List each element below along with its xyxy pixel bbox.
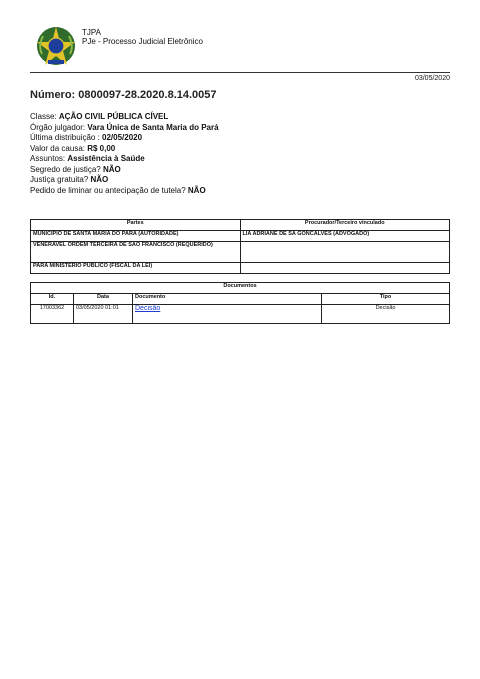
col-tipo: Tipo xyxy=(322,294,450,305)
documentos-table xyxy=(30,282,450,324)
procurador-header: Procurador/Terceiro vinculado xyxy=(240,220,450,231)
system-name: PJe - Processo Judicial Eletrônico xyxy=(82,37,203,46)
documentos-header-row xyxy=(31,294,450,305)
doc-link-cell xyxy=(133,305,322,324)
partes-header: Partes xyxy=(31,220,241,231)
info-assuntos: Assuntos: Assistência à Saúde xyxy=(30,154,145,163)
process-info xyxy=(30,112,450,196)
table-row xyxy=(31,242,450,263)
table-row xyxy=(31,305,450,324)
info-orgao: Órgão julgador: Vara Única de Santa Maria do Pará xyxy=(30,122,219,132)
col-data: Data xyxy=(74,294,133,305)
col-documento: Documento xyxy=(133,294,322,305)
info-segredo: Segredo de justiça? NÃO xyxy=(30,164,121,174)
doc-id: 17003362 xyxy=(31,305,74,324)
header-divider xyxy=(30,72,450,73)
documentos-title: Documentos xyxy=(31,283,450,294)
documentos-title-row xyxy=(31,283,450,294)
table-row xyxy=(31,263,450,274)
doc-tipo: Decisão xyxy=(322,305,450,324)
page-header xyxy=(30,24,450,74)
info-gratuita: Justiça gratuita? NÃO xyxy=(30,175,109,184)
parte-cell: PARA MINISTERIO PUBLICO (FISCAL DA LEI) xyxy=(31,263,241,274)
info-valor: Valor da causa: R$ 0,00 xyxy=(30,143,116,153)
table-row xyxy=(31,231,450,242)
info-distribuicao: Última distribuição : 02/05/2020 xyxy=(30,133,143,142)
procurador-cell xyxy=(240,263,450,274)
doc-data: 03/05/2020 01:01 xyxy=(74,305,133,324)
procurador-cell xyxy=(240,242,450,263)
brazil-coat-of-arms-icon xyxy=(34,24,78,68)
org-name: TJPA xyxy=(82,28,101,37)
col-id: Id. xyxy=(31,294,74,305)
document-link[interactable]: Decisão xyxy=(135,305,161,312)
info-classe: Classe: AÇÃO CIVIL PÚBLICA CÍVEL xyxy=(30,112,169,121)
procurador-cell: LIA ADRIANE DE SA GONCALVES (ADVOGADO) xyxy=(240,231,450,242)
partes-table xyxy=(30,219,450,274)
parte-cell: VENERAVEL ORDEM TERCEIRA DE SAO FRANCISCO (REQUERIDO) xyxy=(31,242,241,263)
print-date: 03/05/2020 xyxy=(414,75,450,82)
parte-cell: MUNICIPIO DE SANTA MARIA DO PARA (AUTORIDADE) xyxy=(31,231,241,242)
partes-header-row xyxy=(31,220,450,231)
info-liminar: Pedido de liminar ou antecipação de tutela? NÃO xyxy=(30,185,206,195)
process-number: Número: 0800097-28.2020.8.14.0057 xyxy=(30,89,217,101)
